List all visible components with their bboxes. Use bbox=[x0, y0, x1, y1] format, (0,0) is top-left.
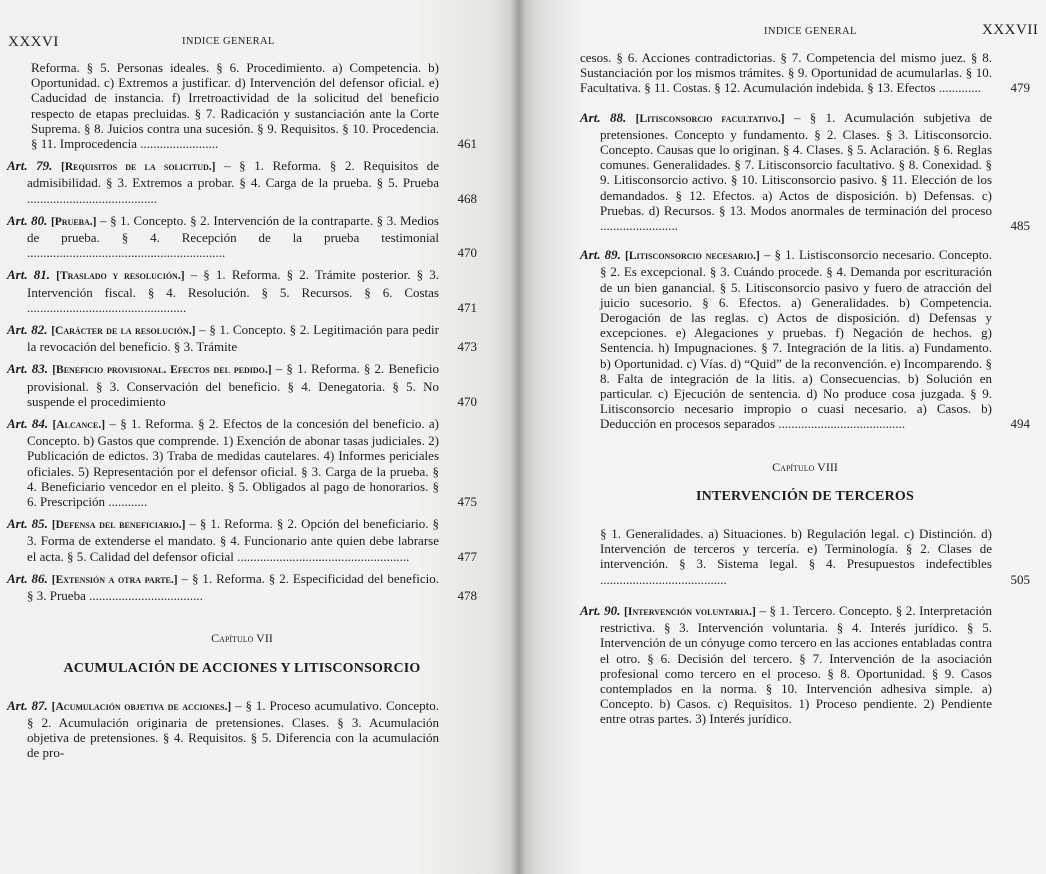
article-number: Art. 80. bbox=[7, 212, 48, 228]
right-running-head: INDICE GENERAL bbox=[764, 26, 857, 37]
article-number: Art. 82. bbox=[7, 322, 48, 338]
article-sections: – § 1. Reforma. § 2. Beneficio provisional. § 3. Conservación del beneficio. § 4. Denegatoria. § 5. No suspende el procedimiento bbox=[27, 361, 440, 409]
chapter-viii-label: Capítulo VIII bbox=[772, 459, 838, 474]
article-number: Art. 86. bbox=[7, 570, 48, 586]
left-page bbox=[0, 0, 518, 874]
article-title: [Litisconsorcio necesario.] bbox=[625, 250, 760, 263]
article-title: [Beneficio provisional. Efectos del pedido.] bbox=[52, 364, 272, 377]
page-number: 475 bbox=[457, 494, 477, 510]
right-page bbox=[518, 0, 1046, 874]
article-title: [Intervención voluntaria.] bbox=[624, 605, 756, 618]
index-entry bbox=[7, 516, 477, 564]
book-gutter bbox=[510, 0, 526, 874]
article-title: [Requisitos de la solicitud.] bbox=[61, 161, 216, 174]
article-sections: cesos. § 6. Acciones contradictorias. § 7. Competencia del mismo juez. § 8. Sustanciación por los mismos trámites. § 9. Oportunidad de acumularlas. § 10. Facultativa. § 11. Costas. § 12. Acumulación indebida. § 13. Efectos ............. bbox=[580, 50, 992, 96]
article-number: Art. 84. bbox=[7, 416, 49, 432]
article-sections: – § 1. Listisconsorcio necesario. Concepto. § 2. Es excepcional. § 3. Cuándo procede. § 4. Demanda por escrituración de un bien ganancial. § 5. Litisconsorcio pasivo y fuero de atracción del juicio sucesorio. § 6. Efectos. a) Generalidades. b) Competencia. Derogación de las reglas. c) Actos de disposición. d) Defensas y excepciones. e) Alegaciones y pruebas. f) Negación de hechos. g) Sentencia. h) Impugnaciones. § 7. Integración de la litis. a) Fundamento. b) Oportunidad. c) Vías. d) “Quid” de la reconvención. e) Incomparendo. § 8. Falta de integración de la litis. a) Consecuencias. b) Solución en particular. c) Ejecución de sentencia. d) No produce cosa juzgada. § 9. Litisconsorcio necesario impropio o cuasi necesario. a) Casos. b) Deducción en procesos separados ....................................... bbox=[600, 247, 993, 432]
left-folio: XXXVI bbox=[8, 34, 59, 50]
index-entry-art-87 bbox=[7, 698, 477, 761]
left-index-content bbox=[7, 60, 477, 768]
article-number: Art. 87. bbox=[7, 697, 48, 713]
article-sections: – § 1. Tercero. Concepto. § 2. Interpretación restrictiva. § 3. Intervención voluntaria. § 4. Interés jurídico. § 5. Intervención de un cónyuge como tercero en las acciones entabladas contra el otro. § 6. Decisión del tercero. § 7. Intervención de la asociación profesional como tercero en el proceso. § 8. Oportunidad. § 9. Casos contemplados en la norma. § 10. Intervención adhesiva simple. a) Concepto. b) Casos. c) Requisitos. 1) Proceso pendiente. 2) Pendiente entre otras partes. 3) Interés jurídico. bbox=[600, 602, 993, 727]
index-entry bbox=[7, 213, 477, 261]
left-running-head: INDICE GENERAL bbox=[182, 36, 275, 47]
article-sections: – § 1. Concepto. § 2. Intervención de la contraparte. § 3. Medios de prueba. § 4. Recepción de la prueba testimonial ............................................................. bbox=[27, 212, 439, 261]
article-sections: – § 1. Reforma. § 2. Requisitos de admisibilidad. § 3. Extremos a probar. § 4. Carga de la prueba. § 5. Prueba ........................................ bbox=[27, 158, 440, 206]
page-number: 470 bbox=[457, 245, 477, 261]
page-number: 477 bbox=[457, 548, 477, 564]
index-entry bbox=[7, 267, 477, 315]
article-title: [Litisconsorcio facultativo.] bbox=[635, 112, 785, 125]
article-title: [Carácter de la resolución.] bbox=[51, 325, 196, 338]
right-folio: XXXVII bbox=[982, 22, 1039, 38]
chapter-vii-title: ACUMULACIÓN DE ACCIONES Y LITISCONSORCIO bbox=[63, 660, 421, 676]
article-number: Art. 83. bbox=[7, 361, 49, 377]
article-number: Art. 88. bbox=[580, 109, 627, 125]
page-number: 470 bbox=[457, 393, 477, 409]
page-number: 471 bbox=[457, 299, 477, 315]
index-entry bbox=[7, 158, 477, 206]
article-sections: – § 1. Acumulación subjetiva de pretensiones. Concepto y fundamento. § 2. Clases. § 3. Litisconsorcio. Concepto. Causas que lo originan. § 4. Clases. § 5. Aclaración. § 6. Reglas comunes. Generalidades. § 7. Litisconsorcio facultativo. § 8. Conexidad. § 9. Litisconsorcio activo. § 10. Litisconsorcio pasivo. § 11. Elección de los demandados. § 12. Efectos. a) Actos de disposición. b) Defensas. c) Pruebas. d) Recursos. § 13. Modos anormales de terminación del proceso ........................ bbox=[600, 109, 993, 234]
article-sections: – § 1. Reforma. § 2. Opción del beneficiario. § 3. Forma de extenderse el mandato. § 4. Funcionario ante quien debe labrarse el acta. § 5. Calidad del defensor oficial ..................................................... bbox=[27, 516, 439, 564]
article-title: [Prueba.] bbox=[50, 215, 97, 228]
chapter-vii-label: Capítulo VII bbox=[211, 631, 273, 646]
article-title: [Extensión a otra parte.] bbox=[51, 573, 178, 586]
page-number: 505 bbox=[1010, 571, 1030, 587]
index-entry bbox=[7, 571, 477, 603]
article-number: Art. 85. bbox=[7, 516, 48, 532]
page-number: 478 bbox=[457, 588, 477, 604]
page-number: 461 bbox=[457, 136, 477, 152]
article-title: [Alcance.] bbox=[52, 419, 106, 432]
article-title: [Defensa del beneficiario.] bbox=[51, 519, 186, 532]
chapter-viii-title: INTERVENCIÓN DE TERCEROS bbox=[696, 488, 914, 504]
article-sections: – § 1. Reforma. § 2. Efectos de la concesión del beneficio. a) Concepto. b) Gastos que comprende. 1) Exención de abonar tasas judiciales. 2) Publicación de edictos. 3) Traba de medidas cautelares. 4) Informes periciales oficiales. 5) Representación por el defensor oficial. § 3. Carga de la prueba. § 4. Beneficiario vencedor en el pleito. § 5. Obligados al pago de honorarios. § 6. Prescripción ............ bbox=[27, 416, 440, 510]
index-entry bbox=[580, 110, 1030, 234]
article-title: [Acumulación objetiva de acciones.] bbox=[51, 700, 232, 713]
index-entry bbox=[580, 50, 1030, 96]
page-number: 479 bbox=[1010, 80, 1030, 96]
index-entry bbox=[7, 322, 477, 354]
article-sections: – § 1. Concepto. § 2. Legitimación para pedir la revocación del beneficio. § 3. Trámite bbox=[27, 322, 440, 355]
article-sections: Reforma. § 5. Personas ideales. § 6. Procedimiento. a) Competencia. b) Oportunidad. c) Extremos a justificar. d) Intervención del defensor oficial. e) Caducidad de instancia. f) Irretroactividad de la solicitud del beneficio respecto de etapas precluidas. § 7. Radicación y sustanciación ante la Corte Suprema. § 8. Juicios contra una sucesión. § 9. Requisitos. § 10. Procedencia. § 11. Improcedencia ........................ bbox=[31, 60, 439, 152]
article-sections: – § 1. Proceso acumulativo. Concepto. § 2. Acumulación originaria de pretensiones. Clases. § 3. Acumulación objetiva de pretensiones. § 4. Requisitos. § 5. Diferencia con la acumulación de pro- bbox=[27, 697, 440, 761]
article-sections: § 1. Generalidades. a) Situaciones. b) Regulación legal. c) Distinción. d) Intervención de terceros y tercería. e) Terminología. § 2. Clases de intervención. § 3. Sistema legal. § 4. Presupuestos indefectibles ....................................... bbox=[600, 526, 992, 587]
index-entry bbox=[7, 416, 477, 509]
article-sections: – § 1. Reforma. § 2. Especificidad del beneficio. § 3. Prueba ................................... bbox=[27, 570, 440, 604]
index-entry bbox=[7, 361, 477, 409]
article-number: Art. 89. bbox=[580, 247, 621, 263]
article-sections: – § 1. Reforma. § 2. Trámite posterior. § 3. Intervención fiscal. § 4. Resolución. § 5. Recursos. § 6. Costas ................................................. bbox=[27, 267, 440, 315]
article-number: Art. 79. bbox=[7, 158, 53, 174]
index-entry bbox=[580, 247, 1030, 431]
page-number: 494 bbox=[1010, 416, 1030, 432]
article-title: [Traslado y resolución.] bbox=[56, 270, 185, 283]
page-number: 473 bbox=[457, 339, 477, 355]
index-entry bbox=[7, 60, 477, 151]
article-number: Art. 90. bbox=[580, 602, 621, 618]
index-entry bbox=[580, 526, 1030, 587]
page-number: 468 bbox=[457, 190, 477, 206]
article-number: Art. 81. bbox=[7, 267, 50, 283]
page-number: 485 bbox=[1010, 218, 1030, 234]
right-index-content bbox=[580, 50, 1030, 734]
index-entry bbox=[580, 603, 1030, 727]
